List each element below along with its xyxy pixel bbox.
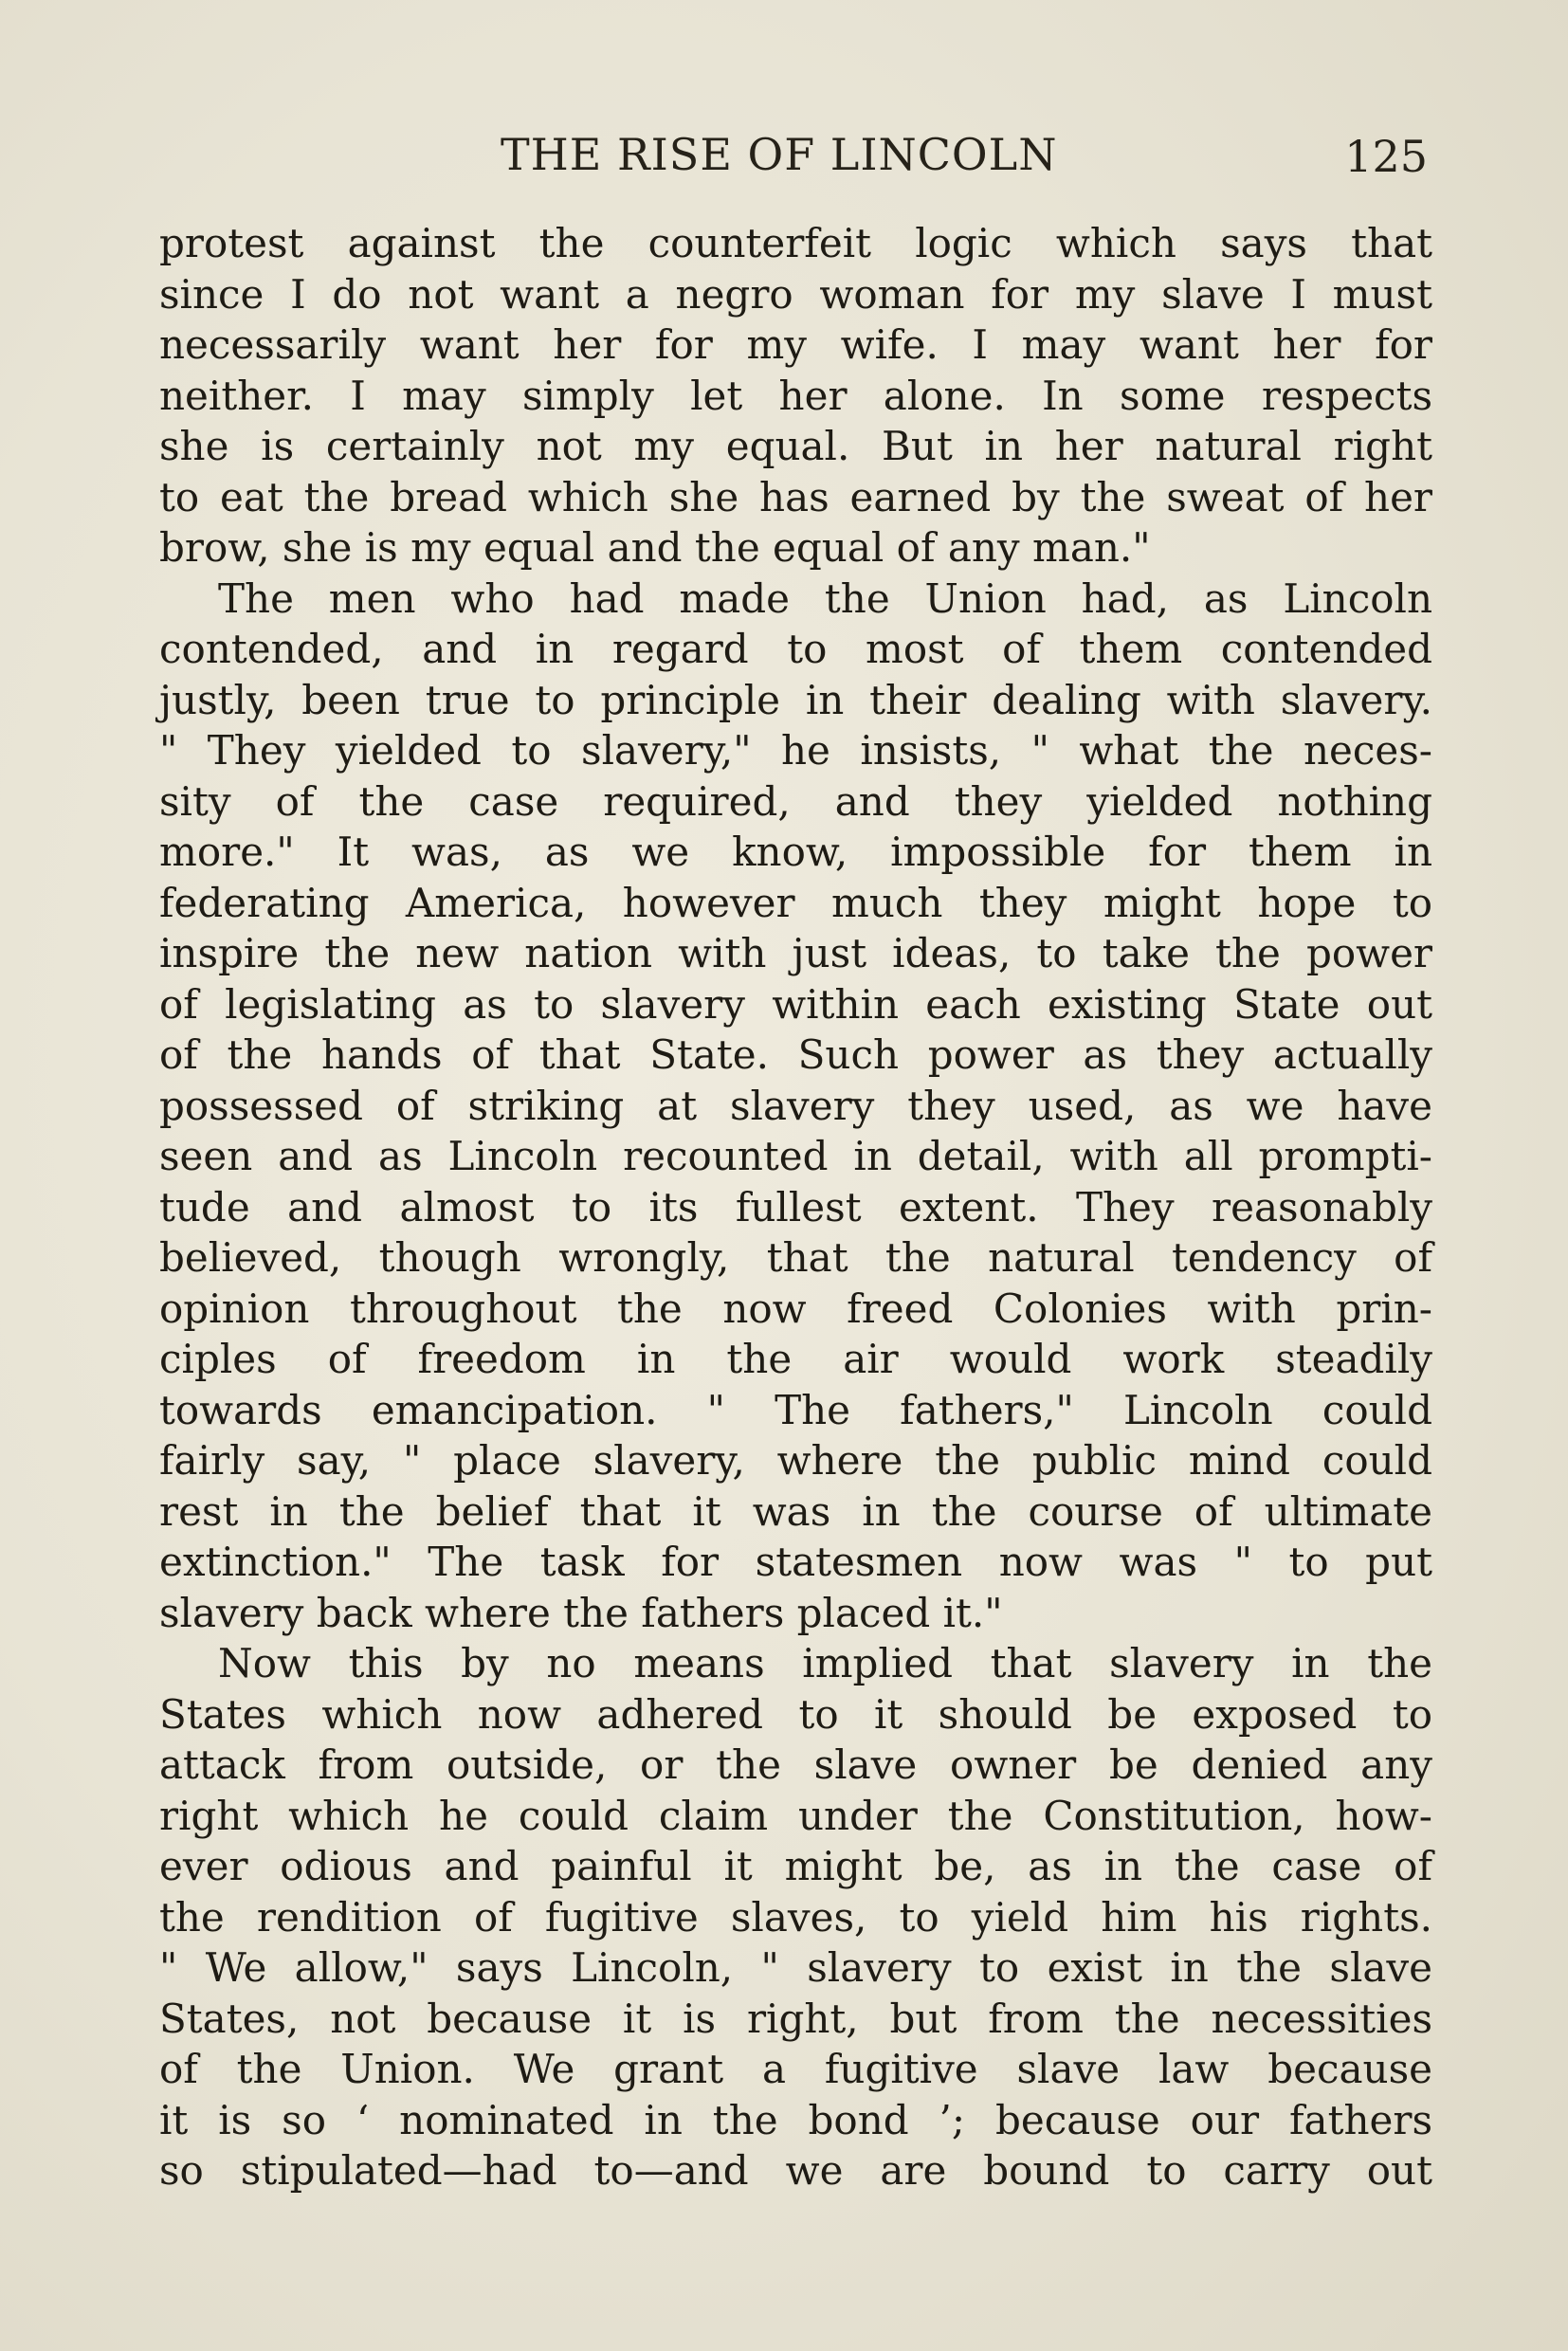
text-line: fairly say, " place slavery, where the public mind could [159,1437,1432,1484]
text-line: The men who had made the Union had, as Lincoln [218,574,1432,622]
text-line: possessed of striking at slavery they used, as we have [159,1082,1432,1129]
text-line: brow, she is my equal and the equal of any man." [159,524,1151,571]
page-header [0,129,1568,186]
text-line: ciples of freedom in the air would work steadily [159,1336,1432,1382]
text-line: slavery back where the fathers placed it." [159,1589,1003,1636]
text-line: " They yielded to slavery," he insists, " what the neces- [159,727,1432,774]
text-line: justly, been true to principle in their dealing with slavery. [159,676,1432,723]
text-line: sity of the case required, and they yielded nothing [159,777,1432,825]
text-line: ever odious and painful it might be, as in the case of [159,1843,1432,1889]
text-line: contended, and in regard to most of them contended [159,626,1432,672]
text-line: seen and as Lincoln recounted in detail, with all prompti- [159,1133,1432,1179]
text-line: it is so ‘ nominated in the bond ’; because our fathers [159,2096,1432,2143]
text-line: protest against the counterfeit logic which says that [159,220,1432,266]
text-line: federating America, however much they might hope to [159,879,1432,926]
text-line: tude and almost to its fullest extent. They reasonably [159,1183,1432,1230]
text-line: right which he could claim under the Constitution, how- [159,1792,1432,1839]
text-line: States, not because it is right, but from the necessities [159,1995,1432,2042]
page-body [159,218,1432,2196]
text-line: of legislating as to slavery within each existing State out [159,980,1432,1028]
paragraph [159,218,1432,574]
text-line: believed, though wrongly, that the natural tendency of [159,1234,1432,1281]
text-line: Now this by no means implied that slavery in the [218,1640,1432,1686]
text-line: to eat the bread which she has earned by the sweat of her [159,473,1432,520]
text-line: of the Union. We grant a fugitive slave law because [159,2046,1432,2092]
text-line: she is certainly not my equal. But in her natural right [159,423,1432,469]
text-line: so stipulated—had to—and we are bound to carry out [159,2147,1432,2194]
paragraph [159,1638,1432,2196]
text-line: the rendition of fugitive slaves, to yield him his rights. [159,1893,1432,1941]
text-line: extinction." The task for statesmen now was " to put [159,1539,1432,1585]
text-line: rest in the belief that it was in the course of ultimate [159,1487,1432,1535]
text-line: necessarily want her for my wife. I may want her for [159,321,1432,368]
text-line: more." It was, as we know, impossible for them in [159,829,1432,875]
text-line: " We allow," says Lincoln, " slavery to exist in the slave [159,1944,1432,1991]
running-head: THE RISE OF LINCOLN [501,129,1058,180]
text-line: inspire the new nation with just ideas, to take the power [159,930,1432,976]
text-line: opinion throughout the now freed Colonies with prin- [159,1285,1432,1332]
text-line: attack from outside, or the slave owner be denied any [159,1741,1432,1788]
paragraph [159,574,1432,1639]
page-number: 125 [1344,131,1428,182]
text-line: neither. I may simply let her alone. In some respects [159,372,1432,419]
text-line: since I do not want a negro woman for my slave I must [159,270,1432,318]
text-line: of the hands of that State. Such power as they actually [159,1031,1432,1078]
text-line: towards emancipation. " The fathers," Lincoln could [159,1386,1432,1433]
text-line: States which now adhered to it should be exposed to [159,1690,1432,1738]
